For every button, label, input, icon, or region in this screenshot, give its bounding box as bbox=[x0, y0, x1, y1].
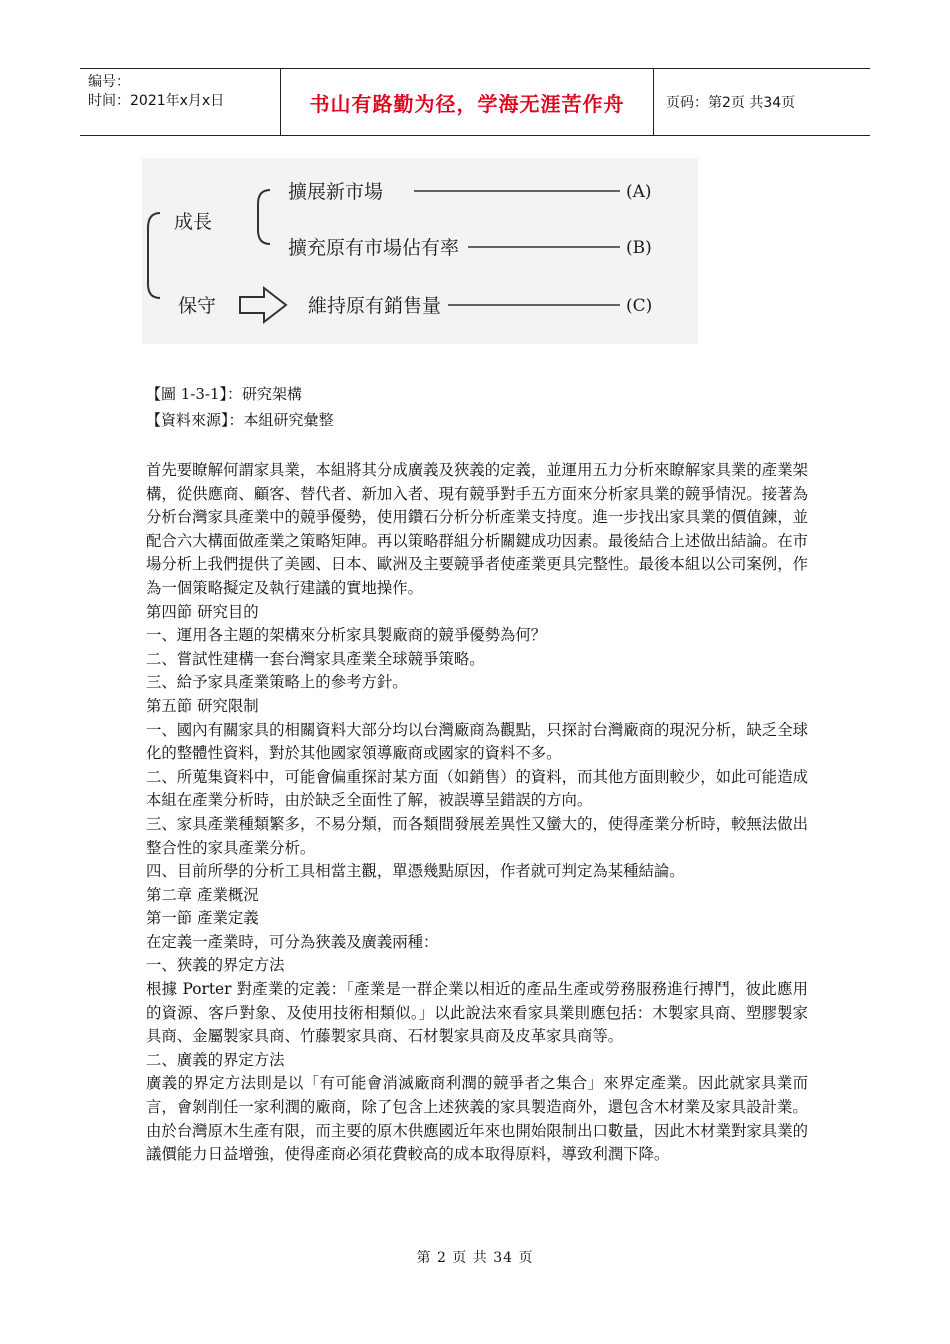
section-heading: 第四節 研究目的 bbox=[146, 602, 259, 621]
section-heading: 第五節 研究限制 bbox=[146, 696, 259, 715]
paragraph: 一、國內有關家具的相關資料大部分均以台灣廠商為觀點，只探討台灣廠商的現況分析，缺乏全球化的整體性資料，對於其他國家領導廠商或國家的資料不多。 bbox=[146, 720, 808, 763]
paragraph: 二、所蒐集資料中，可能會偏重探討某方面（如銷售）的資料，而其他方面則較少，如此可能造成本組在產業分析時，由於缺乏全面性了解，被誤導呈錯誤的方向。 bbox=[146, 767, 808, 810]
item-a-label: 擴展新市場 bbox=[288, 181, 384, 203]
growth-label: 成長 bbox=[174, 211, 213, 233]
header-motto: 书山有路勤为径，学海无涯苦作舟 bbox=[280, 69, 654, 135]
outer-bracket bbox=[148, 213, 160, 298]
item-b-label: 擴充原有市場佔有率 bbox=[288, 237, 460, 259]
paragraph: 一、狹義的界定方法 bbox=[146, 956, 285, 975]
paragraph: 一、運用各主題的架構來分析家具製廠商的競爭優勢為何？ bbox=[146, 626, 547, 645]
code-b: (B) bbox=[626, 238, 652, 258]
paragraph: 二、廣義的界定方法 bbox=[146, 1050, 285, 1069]
inner-bracket bbox=[258, 190, 270, 244]
paragraph: 由於台灣原木生產有限，而主要的原木供應國近年來也開始限制出口數量，因此木材業對家具業的議價能力日益增強，使得產商必須花費較高的成本取得原料，導致利潤下降。 bbox=[146, 1121, 808, 1164]
header-meta bbox=[80, 69, 280, 135]
header-page-info: 页码：第2页 共34页 bbox=[666, 95, 796, 111]
figure-caption: 【圖 1-3-1】：研究架構 bbox=[146, 385, 303, 403]
item-c-label: 維持原有銷售量 bbox=[308, 295, 442, 317]
time-label: 时间：2021年x月x日 bbox=[88, 93, 225, 109]
source-caption: 【資料來源】：本組研究彙整 bbox=[146, 411, 334, 429]
code-c: (C) bbox=[626, 296, 653, 316]
paragraph: 根據 Porter 對產業的定義：「產業是一群企業以相近的產品生產或勞務服務進行搏鬥，彼此應用的資源、客戶對象、及使用技術相類似。」以此說法來看家具業則應包括：木製家具商、塑膠製家具商、金屬製家具商、竹藤製家具商、石材製家具商及皮革家具商等。 bbox=[146, 980, 808, 1046]
research-framework-diagram bbox=[142, 158, 698, 344]
code-a: (A) bbox=[626, 182, 652, 202]
paragraph: 四、目前所學的分析工具相當主觀，單憑幾點原因，作者就可判定為某種結論。 bbox=[146, 862, 685, 881]
paragraph: 三、給予家具產業策略上的參考方針。 bbox=[146, 673, 408, 692]
document-header bbox=[80, 68, 870, 136]
paragraph: 三、家具產業種類繁多，不易分類，而各類間發展差異性又蠻大的，使得產業分析時，較無法做出整合性的家具產業分析。 bbox=[146, 814, 808, 857]
number-label: 编号： bbox=[88, 74, 130, 90]
framework-svg bbox=[142, 158, 698, 344]
paragraph: 首先要瞭解何謂家具業，本組將其分成廣義及狹義的定義，並運用五力分析來瞭解家具業的產業架構，從供應商、顧客、替代者、新加入者、現有競爭對手五方面來分析家具業的競爭情況。接著為分析台灣家具產業中的競爭優勢，使用鑽石分析分析產業支持度。進一步找出家具業的價值鍊，並配合六大構面做產業之策略矩陣。再以策略群組分析關鍵成功因素。最後結合上述做出結論。在市場分析上我們提供了美國、日本、歐洲及主要競爭者使產業更具完整性。最後本組以公司案例，作為一個策略擬定及執行建議的實地操作。 bbox=[146, 461, 808, 597]
conserve-label: 保守 bbox=[178, 295, 217, 317]
chapter-heading: 第二章 產業概況 bbox=[146, 885, 259, 904]
paragraph: 廣義的界定方法則是以「有可能會消滅廠商利潤的競爭者之集合」來界定產業。因此就家具業而言，會剝削任一家利潤的廠商，除了包含上述狹義的家具製造商外，還包含木材業及家具設計業。 bbox=[146, 1074, 808, 1117]
section-heading: 第一節 產業定義 bbox=[146, 909, 259, 928]
document-body bbox=[146, 459, 808, 1167]
page-footer: 第 2 页 共 34 页 bbox=[416, 1250, 534, 1266]
paragraph: 在定義一產業時，可分為狹義及廣義兩種： bbox=[146, 932, 439, 951]
hollow-arrow-icon bbox=[240, 288, 286, 322]
paragraph: 二、嘗試性建構一套台灣家具產業全球競爭策略。 bbox=[146, 649, 485, 668]
